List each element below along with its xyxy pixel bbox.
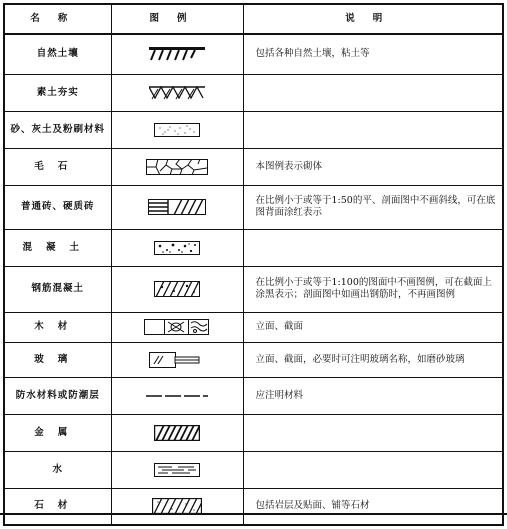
rammed-earth-hatch-icon (149, 86, 205, 100)
symbol-cell (111, 377, 243, 414)
material-name: 毛石 (4, 148, 111, 185)
header-description: 说明 (243, 4, 503, 34)
material-name: 自然土壤 (4, 34, 111, 74)
material-description (243, 229, 503, 266)
material-name: 石材 (4, 488, 111, 525)
timber-grain-icon (144, 319, 210, 335)
material-description: 包括各种自然土壤，粘土等 (243, 34, 503, 74)
table-row (4, 342, 503, 377)
bottom-rule (0, 513, 507, 515)
table-row (4, 34, 503, 74)
material-description (243, 451, 503, 488)
material-name: 水 (4, 451, 111, 488)
table-row (4, 451, 503, 488)
material-description: 立面、截面 (243, 312, 503, 342)
material-name: 钢筋混凝土 (4, 266, 111, 312)
table-row (4, 414, 503, 451)
material-name: 木材 (4, 312, 111, 342)
symbol-cell (111, 451, 243, 488)
material-name: 玻璃 (4, 342, 111, 377)
table-row (4, 377, 503, 414)
material-description (243, 111, 503, 148)
material-name: 普通砖、硬质砖 (4, 185, 111, 229)
symbol-cell (111, 414, 243, 451)
table-row (4, 185, 503, 229)
symbol-cell (111, 312, 243, 342)
sand-lime-dots-icon (154, 123, 200, 137)
table-row (4, 148, 503, 185)
table-row (4, 229, 503, 266)
symbol-cell (111, 185, 243, 229)
symbol-cell (111, 74, 243, 111)
material-name: 防水材料或防潮层 (4, 377, 111, 414)
material-name: 金属 (4, 414, 111, 451)
material-description: 立面、截面，必要时可注明玻璃名称，如磨砂玻璃 (243, 342, 503, 377)
stone-hatch-icon (152, 498, 202, 514)
symbol-cell (111, 342, 243, 377)
symbol-cell (111, 34, 243, 74)
symbol-cell (111, 111, 243, 148)
symbol-cell (111, 229, 243, 266)
material-description (243, 414, 503, 451)
rubble-stone-icon (146, 159, 208, 175)
table-header-row (4, 4, 503, 34)
material-name: 砂、灰土及粉刷材料 (4, 111, 111, 148)
table-row (4, 312, 503, 342)
header-symbol: 图例 (111, 4, 243, 34)
material-description: 在比例小于或等于1:100的图面中不画图例，可在截面上涂黑表示；剖面图中如画出钢筋时，不再画图例 (243, 266, 503, 312)
table-row (4, 488, 503, 525)
material-description: 应注明材料 (243, 377, 503, 414)
material-description: 在比例小于或等于1:50的平、剖面图中不画斜线，可在底图背面涂红表示 (243, 185, 503, 229)
material-description: 包括岩层及贴面、铺等石材 (243, 488, 503, 525)
material-name: 混凝土 (4, 229, 111, 266)
metal-hatch-icon (154, 425, 200, 441)
material-description: 本图例表示砌体 (243, 148, 503, 185)
header-name: 名称 (4, 4, 111, 34)
symbol-cell (111, 488, 243, 525)
table-row (4, 111, 503, 148)
waterproof-dash-line-icon (146, 393, 208, 399)
brick-hatch-icon (148, 199, 206, 215)
natural-soil-hatch-icon (149, 47, 205, 61)
table-row (4, 266, 503, 312)
water-dash-icon (154, 463, 200, 477)
material-description (243, 74, 503, 111)
reinforced-concrete-icon (154, 281, 200, 297)
material-name: 素土夯实 (4, 74, 111, 111)
concrete-aggregate-icon (154, 241, 200, 255)
symbol-cell (111, 266, 243, 312)
glass-icon (149, 352, 205, 368)
material-legend-table (3, 3, 504, 526)
table-row (4, 74, 503, 111)
symbol-cell (111, 148, 243, 185)
